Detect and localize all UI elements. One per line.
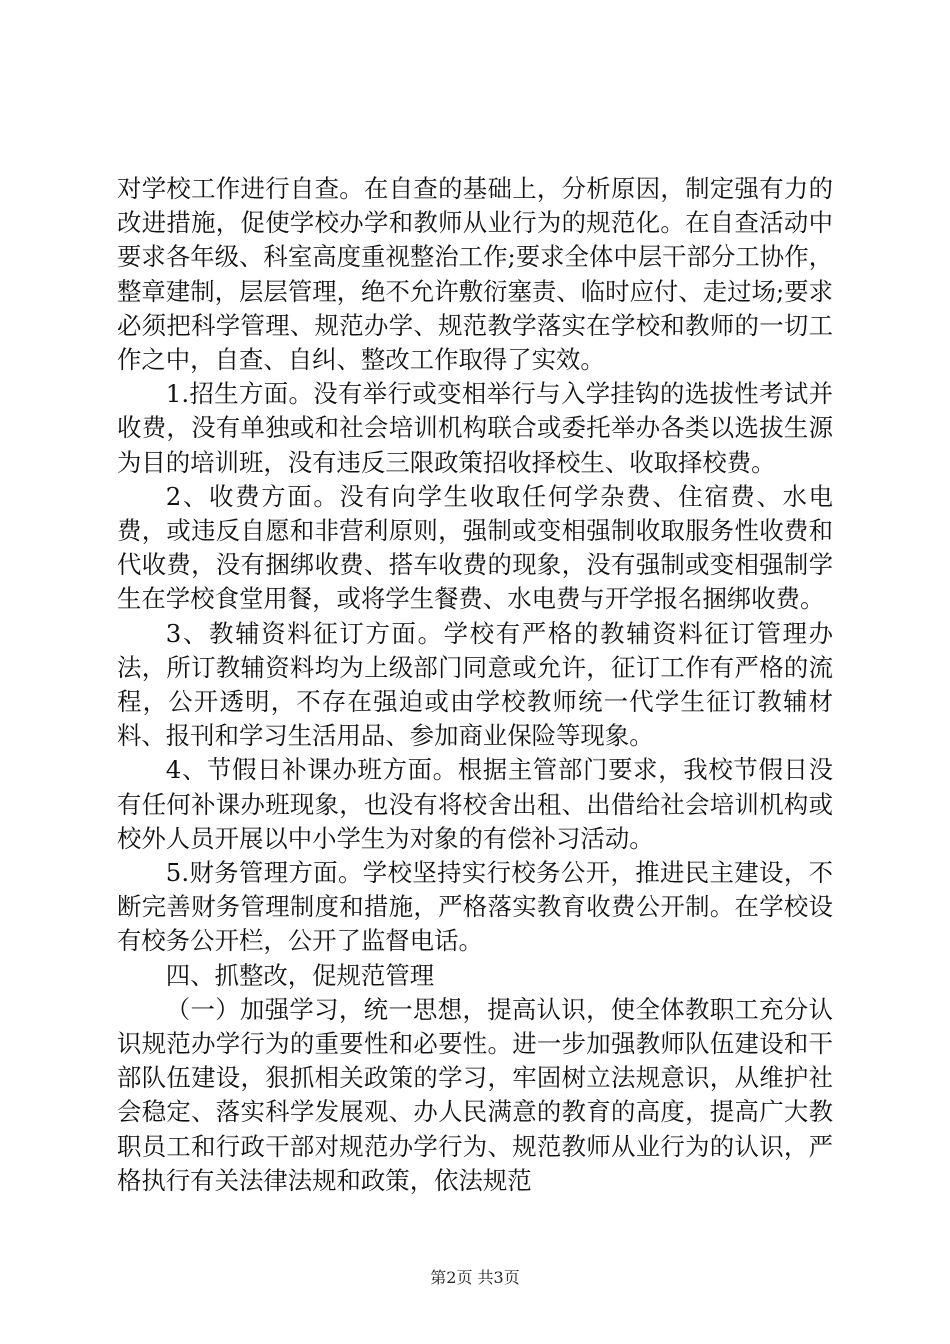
paragraph-continuation: 对学校工作进行自查。在自查的基础上，分析原因，制定强有力的改进措施，促使学校办学和教师从业行为的规范化。在自查活动中要求各年级、科室高度重视整治工作;要求全体中层干部分工协作，整章建制，层层管理，绝不允许敷衍塞责、临时应付、走过场;要求必须把科学管理、规范办学、规范教学落实在学校和教师的一切工作之中，自查、自纠、整改工作取得了实效。 — [117, 174, 833, 375]
paragraph-fees: 2、收费方面。没有向学生收取任何学杂费、住宿费、水电费，或违反自愿和非营利原则，强制或变相强制收取服务性收费和代收费，没有捆绑收费、搭车收费的现象，没有强制或变相强制学生在学校食堂用餐，或将学生餐费、水电费与开学报名捆绑收费。 — [117, 481, 833, 614]
paragraph-teaching-materials: 3、教辅资料征订方面。学校有严格的教辅资料征订管理办法，所订教辅资料均为上级部门同意或允许，征订工作有严格的流程，公开透明，不存在强迫或由学校教师统一代学生征订教辅材料、报刊和学习生活用品、参加商业保险等现象。 — [117, 618, 833, 751]
document-body — [117, 172, 833, 1198]
section-heading-rectification: 四、抓整改，促规范管理 — [165, 960, 435, 990]
paragraph-finance: 5.财务管理方面。学校坚持实行校务公开，推进民主建设，不断完善财务管理制度和措施，严格落实教育收费公开制。在学校设有校务公开栏，公开了监督电话。 — [117, 858, 833, 956]
paragraph-study: （一）加强学习，统一思想，提高认识，使全体教职工充分认识规范办学行为的重要性和必要性。进一步加强教师队伍建设和干部队伍建设，狠抓相关政策的学习，牢固树立法规意识，从维护社会稳定、落实科学发展观、办人民满意的教育的高度，提高广大教职员工和行政干部对规范办学行为、规范教师从业行为的认识，严格执行有关法律法规和政策，依法规范 — [117, 994, 833, 1195]
page-number-footer: 第2页 共3页 — [430, 1268, 520, 1287]
paragraph-enrollment: 1.招生方面。没有举行或变相举行与入学挂钩的选拔性考试并收费，没有单独或和社会培训机构联合或委托举办各类以选拔生源为目的培训班，没有违反三限政策招收择校生、收取择校费。 — [117, 379, 833, 477]
paragraph-holiday-classes: 4、节假日补课办班方面。根据主管部门要求，我校节假日没有任何补课办班现象，也没有将校舍出租、出借给社会培训机构或校外人员开展以中小学生为对象的有偿补习活动。 — [117, 755, 833, 853]
